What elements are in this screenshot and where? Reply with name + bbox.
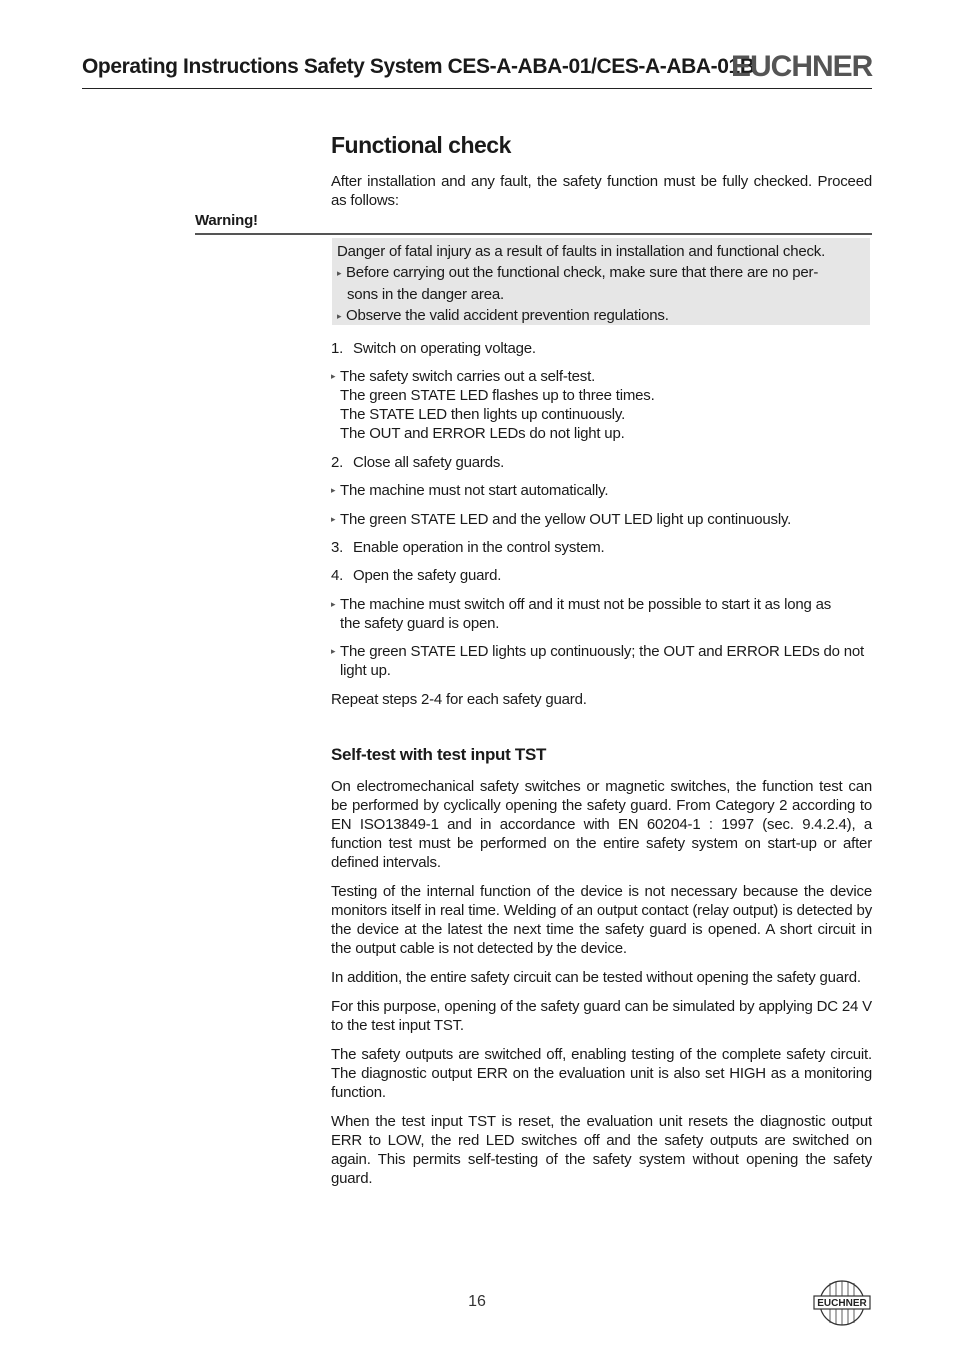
bullet-arrow-icon: ▸ [337,311,342,321]
warning-label: Warning! [195,212,258,229]
document-title: Operating Instructions Safety System CES-A-ABA-01/CES-A-ABA-01B [82,55,755,78]
paragraph: When the test input TST is reset, the evaluation unit resets the diagnostic output ERR to LOW, the red LED switches off and the safety outputs are switched on again. This permits self-testing of the safety system without opening the safety guard. [331,1113,872,1187]
step-item: 2. Close all safety guards. [331,454,505,471]
result-item: ▸ The safety switch carries out a self-test. The green STATE LED flashes up to three times. The STATE LED then lights up continuously. The OUT and ERROR LEDs do not light up. [331,368,655,442]
result-arrow-icon: ▸ [331,599,336,609]
warning-box [332,238,870,325]
warning-bullet: ▸ Observe the valid accident prevention regulations. [337,305,867,327]
result-item: ▸ The machine must switch off and it must not be possible to start it as long as the safety guard is open. [331,596,832,632]
result-item: ▸ The green STATE LED and the yellow OUT LED light up continuously. [331,511,792,528]
header-divider [82,88,872,89]
warning-divider [195,233,872,235]
paragraph: In addition, the entire safety circuit can be tested without opening the safety guard. [331,969,861,986]
step-item: 3. Enable operation in the control system. [331,539,605,556]
result-arrow-icon: ▸ [331,485,336,495]
paragraph: On electromechanical safety switches or magnetic switches, the function test can be performed by cyclically opening the safety guard. From Category 2 according to EN ISO13849-1 and in accordance with EN 60204-1 : 1997 (sec. 9.4.2.4), a function test must be performed on the entire safety system on start-up or after defined intervals. [331,778,872,871]
result-arrow-icon: ▸ [331,646,336,656]
section-title: Functional check [331,132,511,158]
step-item: 1. Switch on operating voltage. [331,340,536,357]
warning-text: Danger of fatal injury as a result of faults in installation and functional check. [337,243,826,260]
result-arrow-icon: ▸ [331,371,336,381]
selftest-body [331,777,872,1198]
step-item: 4. Open the safety guard. [331,567,502,584]
paragraph: Testing of the internal function of the device is not necessary because the device monitors itself in real time. Welding of an output contact (relay output) is detected by the device at the latest the next time the safety guard is opened. A short circuit in the output cable is not detected by the device. [331,883,872,957]
paragraph: The safety outputs are switched off, enabling testing of the complete safety circuit. The diagnostic output ERR on the evaluation unit is also set HIGH as a monitoring function. [331,1046,872,1101]
result-item: ▸ The machine must not start automatically. [331,482,609,499]
repeat-note: Repeat steps 2-4 for each safety guard. [331,691,587,708]
warning-bullet: ▸ Before carrying out the functional check, make sure that there are no per- [337,262,867,284]
bullet-arrow-icon: ▸ [337,268,342,278]
subsection-title: Self-test with test input TST [331,745,547,764]
page-number: 16 [468,1293,486,1310]
warning-bullet-continuation: sons in the danger area. [347,286,504,303]
euchner-logo: EUCHNER [731,50,873,83]
paragraph: For this purpose, opening of the safety guard can be simulated by applying DC 24 V to the test input TST. [331,998,872,1034]
euchner-seal-logo [812,1279,872,1327]
section-intro: After installation and any fault, the safety function must be fully checked. Proceed as follows: [331,173,872,209]
result-item: ▸ The green STATE LED lights up continuously; the OUT and ERROR LEDs do not light up. [331,643,864,679]
result-arrow-icon: ▸ [331,514,336,524]
svg-text:EUCHNER: EUCHNER [817,1298,867,1309]
